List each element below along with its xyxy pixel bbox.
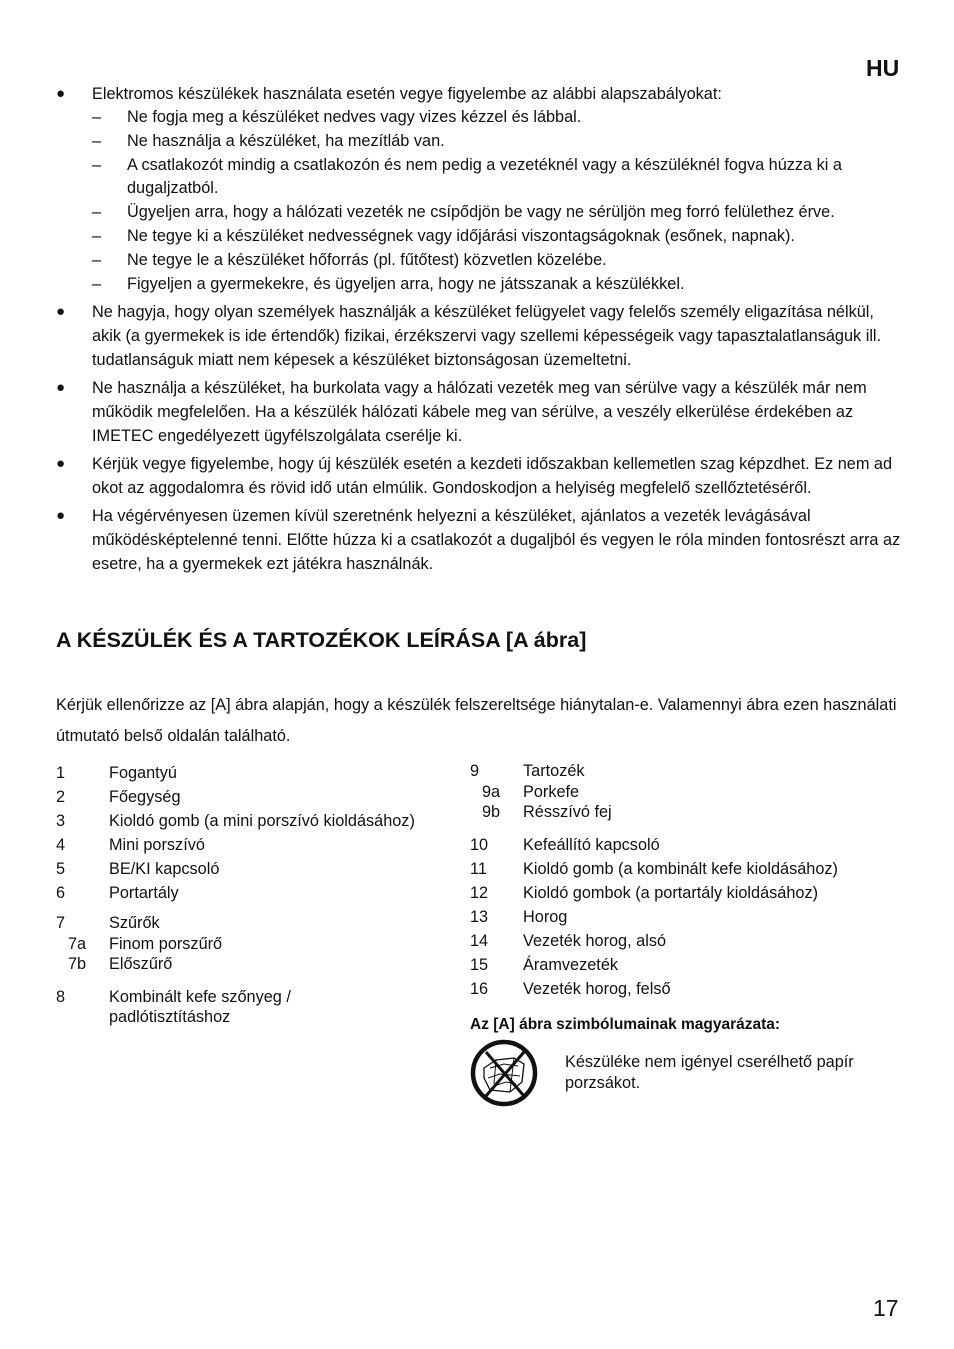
part-row <box>470 881 910 905</box>
part-label: Kioldó gombok (a portartály kioldásához) <box>523 883 819 902</box>
part-row <box>470 857 910 881</box>
page-number: 17 <box>873 1295 899 1321</box>
part-number: 1 <box>56 764 66 782</box>
sub-item-text: Ügyeljen arra, hogy a hálózati vezeték ne csípődjön be vagy ne sérüljön meg forró felülethez érve. <box>127 203 835 222</box>
part-row <box>470 802 910 823</box>
bullet-icon: ● <box>56 85 66 102</box>
dash-icon: – <box>92 131 102 150</box>
part-row <box>470 929 910 953</box>
sub-item <box>92 225 904 249</box>
part-row <box>56 809 456 833</box>
part-number: 6 <box>56 884 66 902</box>
part-label: Porkefe <box>523 782 580 801</box>
bullet-icon: ● <box>56 303 66 321</box>
part-number: 4 <box>56 836 66 854</box>
part-label: Mini porszívó <box>109 836 205 854</box>
part-number: 9b <box>482 803 501 821</box>
part-number: 14 <box>470 931 489 950</box>
sub-item-text: Ne tegye ki a készüléket nedvességnek vagy időjárási viszontagságoknak (esőnek, napnak). <box>127 226 795 245</box>
dash-icon: – <box>92 155 102 174</box>
sub-item <box>92 201 904 225</box>
part-label: Tartozék <box>523 762 585 780</box>
bullet-text: Ne használja a készüléket, ha burkolata vagy a hálózati vezeték meg van sérülve vagy a készülék már nem működik megfelelően. Ha a készülék hálózati kábele meg van sérülve, a veszély elkerülése érdekében az IMETEC engedélyezett ügyfélszolgálata cserélje ki. <box>92 379 867 446</box>
sub-item-text: Ne tegye le a készüléket hőforrás (pl. fűtőtest) közvetlen közelébe. <box>127 250 607 269</box>
part-row <box>470 977 910 1001</box>
part-number: 9 <box>470 762 480 780</box>
part-row <box>470 833 910 857</box>
section-intro: Kérjük ellenőrizze az [A] ábra alapján, hogy a készülék felszereltsége hiánytalan-e. Valamennyi ábra ezen használati útmutató belső oldalán található. <box>56 696 897 745</box>
sub-item <box>92 273 904 297</box>
bullet-icon: ● <box>56 379 66 397</box>
part-label: Áramvezeték <box>523 955 619 974</box>
bullet-item <box>56 452 904 500</box>
part-row <box>56 785 456 809</box>
part-label: Kioldó gomb (a kombinált kefe kioldásához) <box>523 859 838 878</box>
part-row <box>470 905 910 929</box>
bullet-text: Ha végérvényesen üzemen kívül szeretnénk helyezni a készüléket, ajánlatos a vezeték levágásával működésképtelenné tenni. Előtte húzza ki a csatlakozót a dugaljból és vegyen le róla minden fontosrészt arra az esetre, ha a gyermekek ezt játékra használnák. <box>92 507 901 574</box>
sub-list <box>92 106 904 296</box>
part-row <box>470 761 910 782</box>
dash-icon: – <box>92 250 102 269</box>
part-label: Horog <box>523 907 568 926</box>
bullet-text: Kérjük vegye figyelembe, hogy új készülék esetén a kezdeti időszakban kellemetlen szag képzdhet. Ez nem ad okot az aggodalomra és rövid idő után elmúlik. Gondoskodjon a helyiség megfelelő szellőztetéséről. <box>92 455 893 498</box>
part-number: 8 <box>56 987 66 1006</box>
legend-title: Az [A] ábra szimbólumainak magyarázata: <box>470 1016 781 1033</box>
part-number: 7b <box>68 955 87 973</box>
part-number: 5 <box>56 860 66 878</box>
part-label: Portartály <box>109 884 179 902</box>
sub-item-text: Ne fogja meg a készüléket nedves vagy vizes kézzel és lábbal. <box>127 108 582 126</box>
part-number: 12 <box>470 883 489 902</box>
part-row <box>56 857 456 881</box>
part-number: 15 <box>470 955 489 974</box>
part-number: 3 <box>56 812 66 830</box>
part-row <box>56 934 456 955</box>
part-number: 9a <box>482 782 501 801</box>
section-title: A KÉSZÜLÉK ÉS A TARTOZÉKOK LEÍRÁSA [A ábra] <box>56 628 587 652</box>
part-number: 13 <box>470 907 489 926</box>
sub-item <box>92 154 904 202</box>
no-paper-bag-icon <box>470 1038 538 1108</box>
sub-item-text: A csatlakozót mindig a csatlakozón és nem pedig a vezetéknél vagy a készüléknél fogva húzza ki a dugaljzatból. <box>127 155 842 198</box>
part-number: 10 <box>470 835 489 854</box>
part-label: Kefeállító kapcsoló <box>523 835 660 854</box>
safety-bullet-list <box>56 82 904 580</box>
part-label: Szűrők <box>109 914 160 932</box>
parts-list-right <box>470 761 910 1001</box>
bullet-item <box>56 82 904 296</box>
bullet-text: Elektromos készülékek használata esetén vegye figyelembe az alábbi alapszabályokat: <box>92 85 722 103</box>
bullet-item <box>56 300 904 372</box>
parts-list-left <box>56 761 456 1028</box>
part-number: 16 <box>470 979 489 998</box>
part-label: Főegység <box>109 788 181 806</box>
part-number: 2 <box>56 788 66 806</box>
part-label: Kombinált kefe szőnyeg / padlótisztításhoz <box>109 987 291 1026</box>
part-label: Résszívó fej <box>523 803 612 821</box>
bullet-item <box>56 376 904 448</box>
part-row <box>56 761 456 785</box>
dash-icon: – <box>92 203 102 222</box>
bullet-item <box>56 504 904 576</box>
sub-item <box>92 130 904 154</box>
part-number: 7a <box>68 934 87 953</box>
sub-item <box>92 249 904 273</box>
dash-icon: – <box>92 108 102 126</box>
part-row <box>56 954 456 975</box>
part-label: Finom porszűrő <box>109 934 223 953</box>
part-number: 11 <box>470 859 487 878</box>
part-label: Előszűrő <box>109 955 173 973</box>
dash-icon: – <box>92 226 102 245</box>
part-label: Vezeték horog, alsó <box>523 931 667 950</box>
part-label: Fogantyú <box>109 764 177 782</box>
sub-item-text: Figyeljen a gyermekekre, és ügyeljen arra, hogy ne játsszanak a készülékkel. <box>127 274 685 293</box>
dash-icon: – <box>92 274 102 293</box>
language-code: HU <box>866 55 900 81</box>
part-row <box>470 782 910 803</box>
bullet-icon: ● <box>56 507 66 525</box>
bullet-icon: ● <box>56 455 66 473</box>
bullet-text: Ne hagyja, hogy olyan személyek használják a készüléket felügyelet vagy felelős személy eligazítása nélkül, akik (a gyermekek is ide értendők) fizikai, érzékszervi vagy szellemi képességeik vagy tapasztalatlanságuk ill. tudatlanságuk miatt nem képesek a készüléket biztonságosan üzemeltetni. <box>92 303 882 370</box>
part-label: BE/KI kapcsoló <box>109 860 220 878</box>
sub-item-text: Ne használja a készüléket, ha mezítláb van. <box>127 131 445 150</box>
legend-text: Készüléke nem igényel cserélhető papír porzsákot. <box>565 1053 854 1092</box>
part-label: Kioldó gomb (a mini porszívó kioldásához) <box>109 812 415 830</box>
part-row <box>470 953 910 977</box>
part-label: Vezeték horog, felső <box>523 979 671 998</box>
part-row <box>56 881 456 905</box>
sub-item <box>92 106 904 130</box>
part-number: 7 <box>56 914 66 932</box>
part-row <box>56 913 456 934</box>
part-row <box>56 987 456 1028</box>
part-row <box>56 833 456 857</box>
